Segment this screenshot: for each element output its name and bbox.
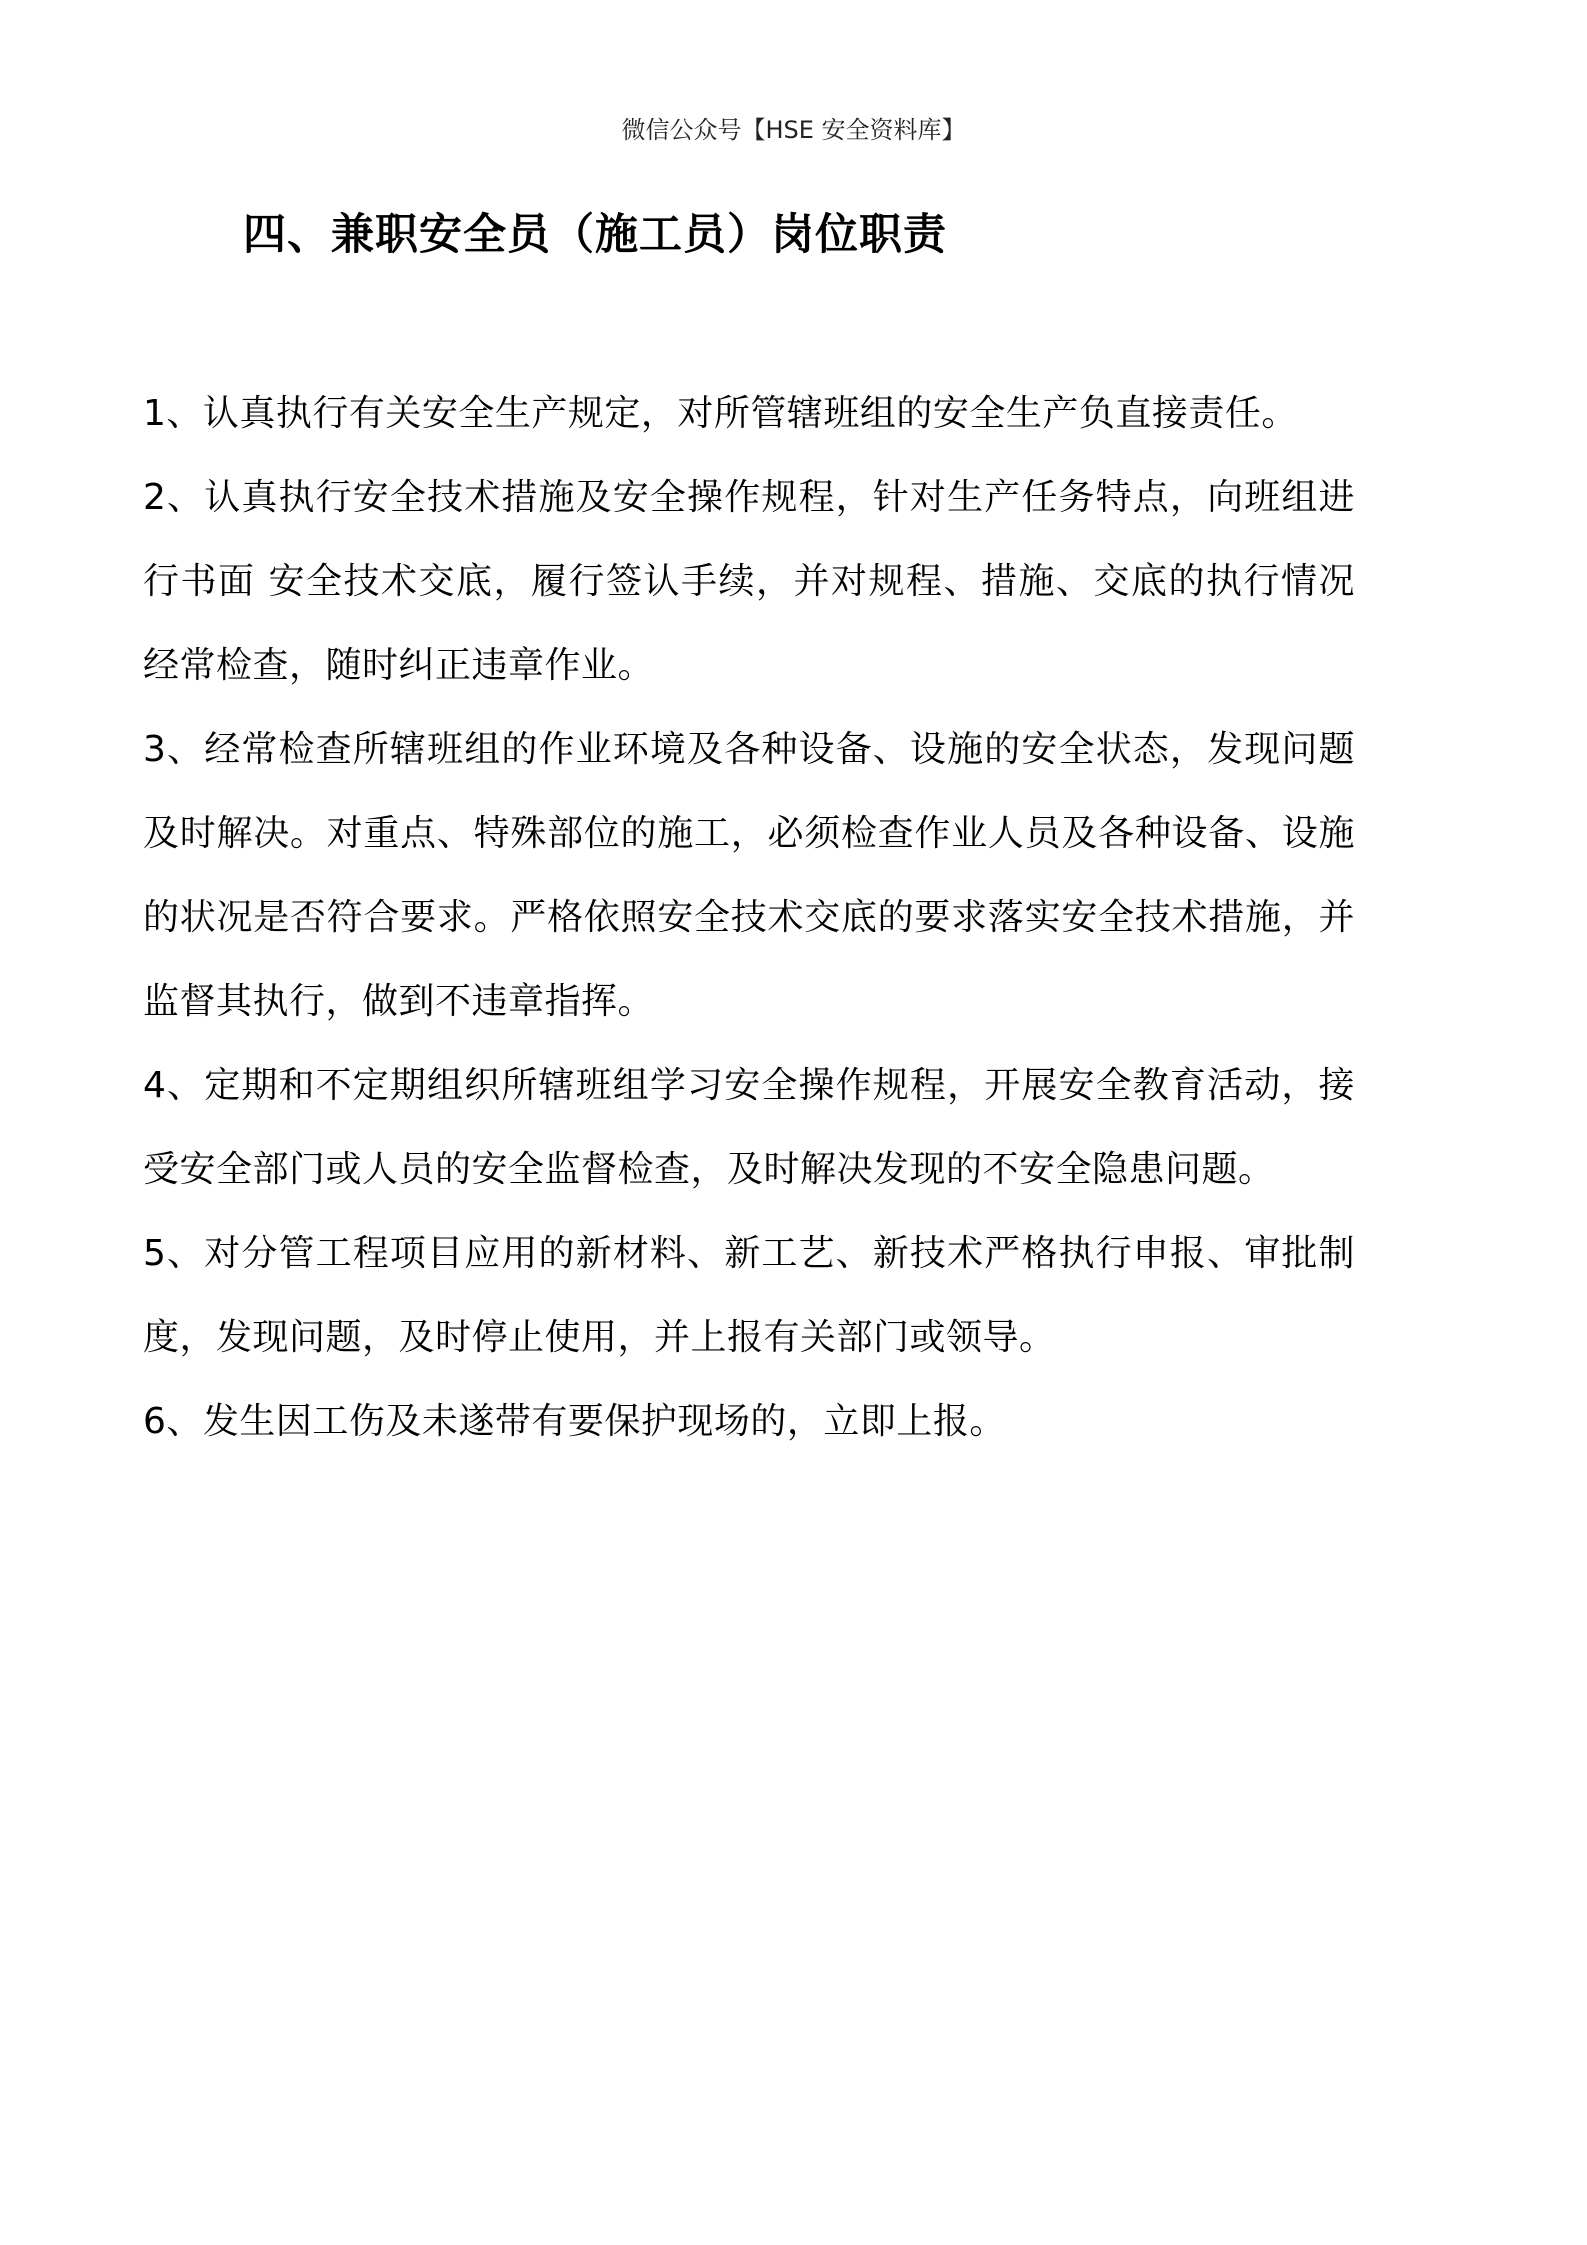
duty-item-6: 6、发生因工伤及未遂带有要保护现场的，立即上报。	[143, 1401, 1006, 1442]
duty-item-5: 5、对分管工程项目应用的新材料、新工艺、新技术严格执行申报、审批制度，发现问题，及时停止使用，并上报有关部门或领导。	[143, 1233, 1355, 1358]
duty-item-3: 3、经常检查所辖班组的作业环境及各种设备、设施的安全状态，发现问题及时解决。对重点、特殊部位的施工，必须检查作业人员及各种设备、设施的状况是否符合要求。严格依照安全技术交底的要求落实安全技术措施，并监督其执行，做到不违章指挥。	[143, 729, 1355, 1022]
document-title: 四、兼职安全员（施工员）岗位职责	[243, 210, 947, 260]
duty-list	[143, 372, 1355, 1464]
duty-item-2: 2、认真执行安全技术措施及安全操作规程，针对生产任务特点，向班组进行书面 安全技术交底，履行签认手续，并对规程、措施、交底的执行情况经常检查，随时纠正违章作业。	[143, 477, 1355, 686]
duty-item-4: 4、定期和不定期组织所辖班组学习安全操作规程，开展安全教育活动，接受安全部门或人员的安全监督检查，及时解决发现的不安全隐患问题。	[143, 1065, 1355, 1190]
header-note: 微信公众号【HSE 安全资料库】	[621, 116, 966, 144]
duty-item-1: 1、认真执行有关安全生产规定，对所管辖班组的安全生产负直接责任。	[143, 393, 1298, 434]
